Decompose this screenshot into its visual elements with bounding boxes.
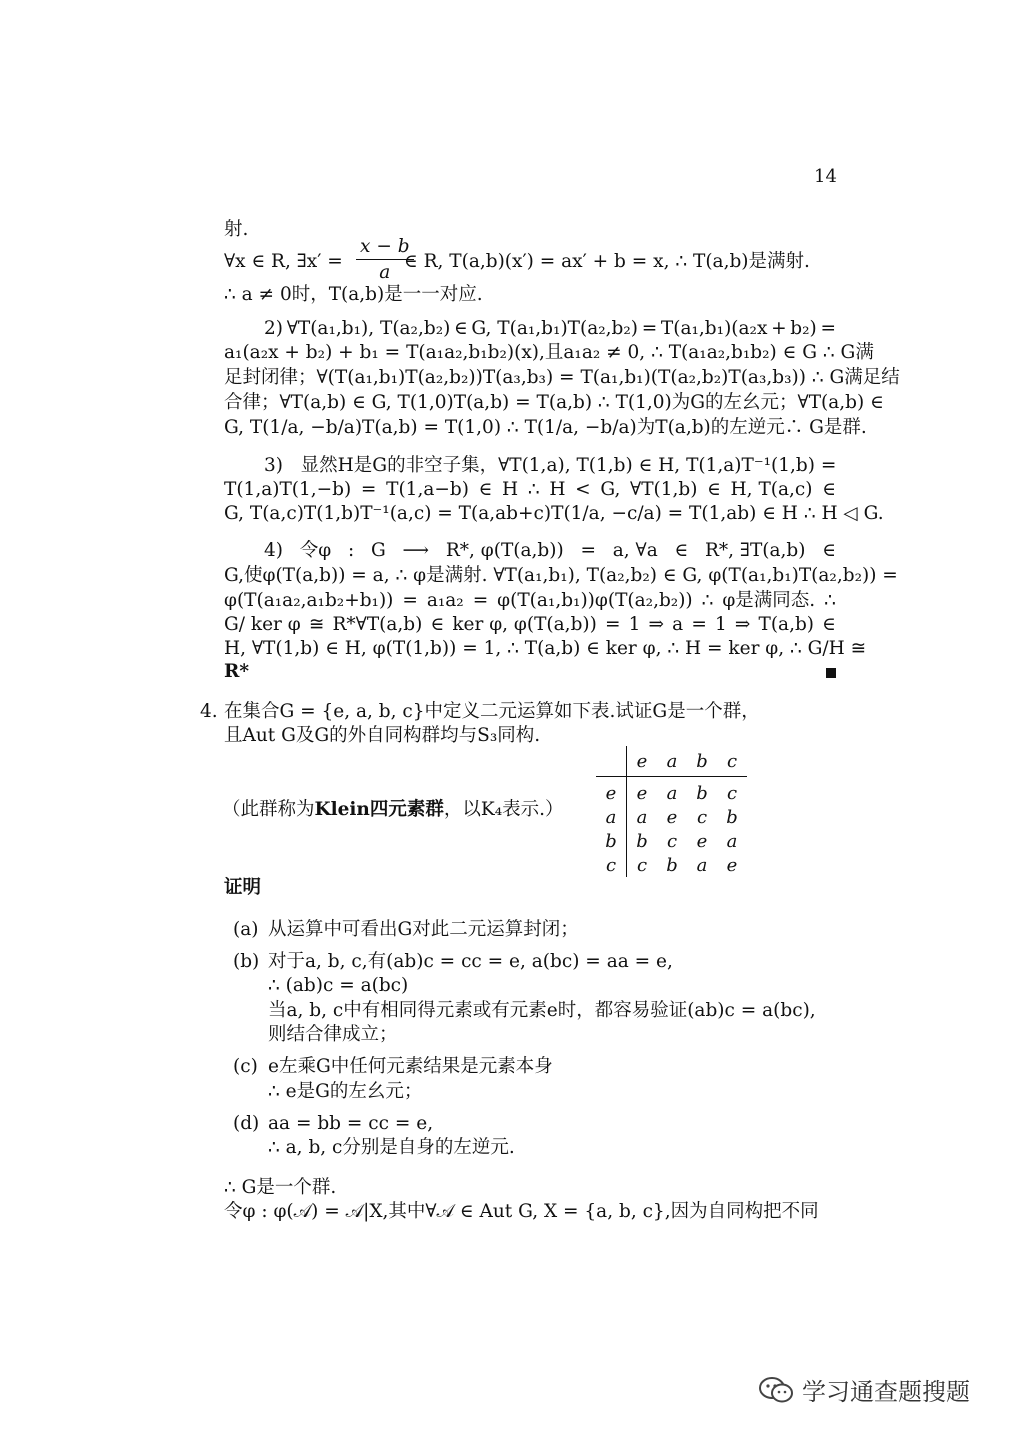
para2-line-3: 足封闭律；∀(T(a₁,b₁)T(a₂,b₂))T(a₃,b₃) = T(a₁,b₁)(T(a₂,b₂)T(a₃,b₃)) ∴ G满足结 bbox=[224, 367, 900, 388]
para2-line-2: a₁(a₂x + b₂) + b₁ = T(a₁a₂,b₁b₂)(x),且a₁a₂ ≠ 0, ∴ T(a₁a₂,b₁b₂) ∈ G ∴ G满 bbox=[224, 342, 874, 363]
fraction-denominator: a bbox=[379, 262, 391, 283]
table-header-cell: a bbox=[657, 746, 687, 777]
table-row-header: a bbox=[596, 805, 627, 829]
para4-line-4 bbox=[224, 614, 836, 636]
fraction-numerator: x − b bbox=[356, 236, 414, 260]
text-run: ker φ, φ(T(a,b)) bbox=[452, 614, 597, 635]
text-run: H, T(a,c) bbox=[730, 479, 813, 500]
item-line: ∴ (ab)c = a(bc) bbox=[268, 975, 409, 996]
text-run: a, ∀a bbox=[612, 540, 658, 561]
text-run: ∀T(a₁,b₁), T(a₂,b₂) bbox=[286, 318, 451, 339]
text-run: G, T(a₁,b₁)T(a₂,b₂) bbox=[471, 318, 639, 339]
watermark-text: 学习通查题搜题 bbox=[802, 1378, 970, 1406]
text-run: ∈ bbox=[454, 318, 468, 339]
text-line: ∈ R, T(a,b)(x′) = ax′ + b = x, ∴ T(a,b)是满射. bbox=[404, 251, 810, 272]
text-run: ∈ bbox=[430, 614, 445, 635]
text-line: ∴ a ≠ 0时，T(a,b)是一一对应. bbox=[224, 284, 483, 305]
para2-line-5: G, T(1/a, −b/a)T(a,b) = T(1,0) ∴ T(1/a, −b/a)为T(a,b)的左逆元∴ G是群. bbox=[224, 417, 867, 438]
conclusion: ∴ G是一个群. bbox=[224, 1177, 337, 1198]
text-run: + bbox=[771, 318, 787, 339]
para2-line-4: 合律；∀T(a,b) ∈ G, T(1,0)T(a,b) = T(a,b) ∴ T(1,0)为G的左幺元；∀T(a,b) ∈ bbox=[224, 392, 884, 413]
text-run: ∈ bbox=[822, 540, 836, 561]
item-line: 则结合律成立； bbox=[268, 1024, 398, 1045]
para2-line-1 bbox=[264, 318, 836, 340]
item-line: ∴ e是G的左幺元； bbox=[268, 1081, 423, 1102]
para3-line-2 bbox=[224, 479, 836, 501]
table-header-cell: b bbox=[687, 746, 717, 777]
item-label: (a) bbox=[233, 919, 259, 940]
wechat-icon bbox=[758, 1376, 794, 1404]
table-cell: c bbox=[726, 782, 738, 804]
text-run: = bbox=[580, 540, 596, 561]
table-row-header: c bbox=[596, 853, 627, 877]
problem-statement-line-2: 且Aut G及G的外自同构群均与S₃同构. bbox=[224, 725, 541, 746]
text-line: ∀x ∈ R, ∃x′ = bbox=[224, 251, 343, 272]
text-run: 1 bbox=[628, 614, 641, 635]
para4-line-5: H, ∀T(1,b) ∈ H, φ(T(1,b)) = 1, ∴ T(a,b) ∈ ker φ, ∴ H = ker φ, ∴ G/H ≅ bbox=[224, 638, 867, 659]
text-run: φ是满同态. bbox=[722, 590, 816, 611]
watermark bbox=[758, 1372, 970, 1407]
text-run: ∴ bbox=[824, 590, 836, 611]
table-cell: c bbox=[696, 806, 708, 828]
text-run: ∴ bbox=[527, 479, 540, 500]
text-run: = bbox=[360, 479, 377, 500]
item-line: 对于a, b, c,有(ab)c = cc = e, a(bc) = aa = e, bbox=[268, 951, 673, 972]
text-run: ，以K₄表示.） bbox=[443, 799, 564, 820]
table-cell: b bbox=[696, 782, 708, 804]
text-run: ∈ bbox=[674, 540, 689, 561]
table-corner bbox=[596, 746, 627, 777]
text-run-bold: Klein四元素群 bbox=[314, 799, 444, 820]
text-run: ⟶ bbox=[402, 540, 430, 561]
problem-number: 4. bbox=[200, 701, 218, 722]
text-run: G, bbox=[600, 479, 621, 500]
item-line: ∴ a, b, c分别是自身的左逆元. bbox=[268, 1137, 515, 1158]
table-cell: a bbox=[726, 830, 738, 852]
text-run: a bbox=[672, 614, 684, 635]
text-run: R*, ∃T(a,b) bbox=[704, 540, 806, 561]
table-row bbox=[596, 805, 747, 829]
text-run: 2) bbox=[264, 318, 283, 339]
text-run: ∴ bbox=[701, 590, 714, 611]
item-label: (c) bbox=[233, 1056, 258, 1077]
text-run: = bbox=[820, 318, 836, 339]
text-run: b₂) bbox=[790, 318, 817, 339]
table-header-cell: c bbox=[717, 746, 747, 777]
text-run: H bbox=[502, 479, 519, 500]
table-row bbox=[596, 777, 747, 806]
text-run: 令φ bbox=[299, 540, 332, 561]
text-run: 4) bbox=[264, 540, 283, 561]
item-line: 从运算中可看出G对此二元运算封闭； bbox=[268, 919, 579, 940]
table-header-row bbox=[596, 746, 747, 777]
klein-note bbox=[222, 799, 564, 821]
table-cell: e bbox=[726, 854, 738, 876]
text-run: = bbox=[691, 614, 707, 635]
table-cell: a bbox=[636, 806, 648, 828]
text-run: ∈ bbox=[707, 479, 721, 500]
problem-statement-line-1: 在集合G = {e, a, b, c}中定义二元运算如下表.试证G是一个群， bbox=[224, 701, 760, 722]
table-row bbox=[596, 853, 747, 877]
table-cell: e bbox=[696, 830, 708, 852]
table-row bbox=[596, 829, 747, 853]
table-cell: a bbox=[666, 782, 678, 804]
table-cell: b bbox=[636, 830, 648, 852]
para4-line-1 bbox=[264, 540, 836, 562]
text-run: ∈ bbox=[478, 479, 493, 500]
table-cell: b bbox=[726, 806, 738, 828]
table-header-cell: e bbox=[627, 746, 658, 777]
para3-line-3: G, T(a,c)T(1,b)T⁻¹(a,c) = T(a,ab+c)T(1/a, −c/a) = T(1,ab) ∈ H ∴ H ◁ G. bbox=[224, 503, 884, 524]
table-row-header: b bbox=[596, 829, 627, 853]
text-run: ≅ bbox=[308, 614, 325, 635]
text-run: G bbox=[371, 540, 386, 561]
para4-line-6: R* bbox=[224, 661, 250, 682]
page-number: 14 bbox=[814, 166, 837, 187]
text-run: = bbox=[641, 318, 658, 339]
text-run: = bbox=[604, 614, 621, 635]
text-run: 3) bbox=[264, 455, 283, 476]
text-run: R*∀T(a,b) bbox=[332, 614, 423, 635]
text-run: φ(T(a₁a₂,a₁b₂+b₁)) bbox=[224, 590, 394, 611]
table-cell: e bbox=[636, 782, 648, 804]
text-run: < bbox=[575, 479, 591, 500]
text-run: R*, φ(T(a,b)) bbox=[445, 540, 564, 561]
item-label: (d) bbox=[233, 1113, 260, 1134]
text-run: （此群称为 bbox=[222, 799, 315, 820]
item-label: (b) bbox=[233, 951, 260, 972]
text-run: T(a,b) bbox=[758, 614, 815, 635]
item-line: aa = bb = cc = e, bbox=[268, 1113, 434, 1134]
text-run: ⇒ bbox=[734, 614, 751, 635]
table-cell: a bbox=[696, 854, 708, 876]
text-run: T(1,a)T(1,−b) bbox=[224, 479, 352, 500]
text-run: T(1,a−b) bbox=[386, 479, 469, 500]
table-cell: b bbox=[666, 854, 678, 876]
text-run: = bbox=[472, 590, 489, 611]
text-run: ⇒ bbox=[648, 614, 665, 635]
text-run: : bbox=[348, 540, 355, 561]
para3-line-1 bbox=[264, 455, 836, 477]
text-run: 1 bbox=[714, 614, 727, 635]
text-run: H bbox=[549, 479, 566, 500]
text-run: 显然H是G的非空子集，∀T(1,a), T(1,b) ∈ H, T(1,a)T⁻¹(1,b) = bbox=[300, 455, 837, 476]
text-run: ∀T(1,b) bbox=[630, 479, 698, 500]
para4-line-3 bbox=[224, 590, 836, 612]
text-run: G/ ker φ bbox=[224, 614, 301, 635]
table-cell: c bbox=[666, 830, 678, 852]
text-run: a₁a₂ bbox=[426, 590, 464, 611]
table-row-header: e bbox=[596, 777, 627, 806]
text-run: φ(T(a₁,b₁))φ(T(a₂,b₂)) bbox=[497, 590, 693, 611]
proof-heading: 证明 bbox=[224, 877, 262, 898]
table-cell: e bbox=[666, 806, 678, 828]
item-line: e左乘G中任何元素结果是元素本身 bbox=[268, 1056, 553, 1077]
text-line: 射. bbox=[224, 219, 249, 240]
para4-line-2: G,使φ(T(a,b)) = a, ∴ φ是满射. ∀T(a₁,b₁), T(a₂,b₂) ∈ G, φ(T(a₁,b₁)T(a₂,b₂)) = bbox=[224, 565, 898, 586]
text-line: 令φ : φ(𝒜) = 𝒜|X,其中∀𝒜 ∈ Aut G, X = {a, b, c},因为自同构把不同 bbox=[224, 1201, 819, 1222]
qed-square-icon bbox=[826, 668, 836, 678]
cayley-table bbox=[596, 746, 747, 877]
text-run: = bbox=[402, 590, 418, 611]
text-run: ∈ bbox=[822, 479, 836, 500]
text-run: ∈ bbox=[822, 614, 836, 635]
item-line: 当a, b, c中有相同得元素或有元素e时，都容易验证(ab)c = a(bc), bbox=[268, 1000, 816, 1021]
text-run: T(a₁,b₁)(a₂x bbox=[660, 318, 768, 339]
table-cell: c bbox=[636, 854, 648, 876]
